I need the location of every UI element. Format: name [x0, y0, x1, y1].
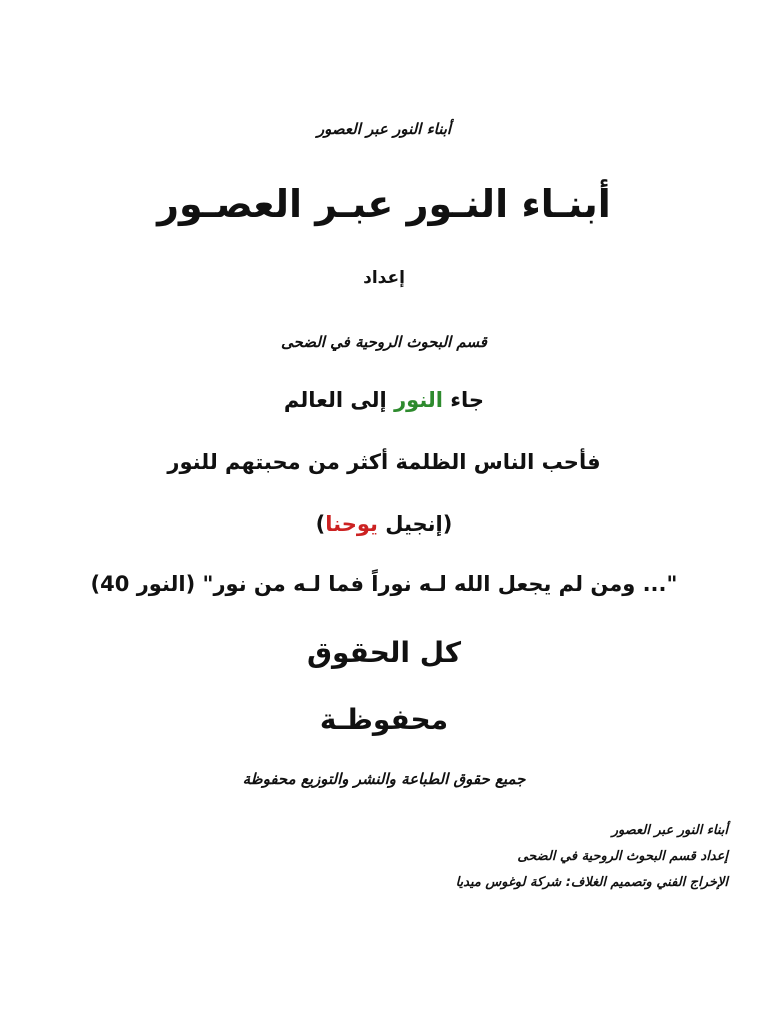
- verse-1-highlight-light: النور: [394, 388, 443, 412]
- source-1-highlight-john: يوحنا: [325, 512, 378, 536]
- department-name: قسم البحوث الروحية في الضحى: [281, 333, 487, 351]
- rights-statement: جميع حقوق الطباعة والنشر والتوزيع محفوظة: [242, 770, 526, 788]
- credits-block: [208, 818, 728, 896]
- credit-preparation: إعداد قسم البحوث الروحية في الضحى: [517, 849, 728, 864]
- verse-line-3: "... ومن لم يجعل الله لـه نوراً فما لـه من نور" (النور 40): [90, 572, 678, 596]
- rights-heading-line-2: محفوظـة: [319, 703, 449, 736]
- header-small-title: أبناء النور عبر العصور: [316, 120, 452, 138]
- verse-1-before: جاء: [442, 388, 485, 412]
- credit-design: الإخراج الفني وتصميم الغلاف: شركة لوغوس ميديا: [455, 875, 728, 890]
- preparation-label: إعداد: [363, 268, 405, 288]
- verse-line-1: [0, 388, 768, 413]
- credit-title: أبناء النور عبر العصور: [611, 823, 728, 838]
- verse-line-2: فأحب الناس الظلمة أكثر من محبتهم للنور: [167, 450, 601, 474]
- source-1-before: (إنجيل: [377, 512, 453, 536]
- source-1-after: ): [315, 512, 326, 536]
- source-reference-1: [0, 512, 768, 537]
- verse-1-after: إلى العالم: [283, 388, 395, 412]
- main-title: أبنـاء النـور عبـر العصـور: [157, 182, 611, 226]
- rights-heading-line-1: كل الحقوق: [306, 636, 462, 669]
